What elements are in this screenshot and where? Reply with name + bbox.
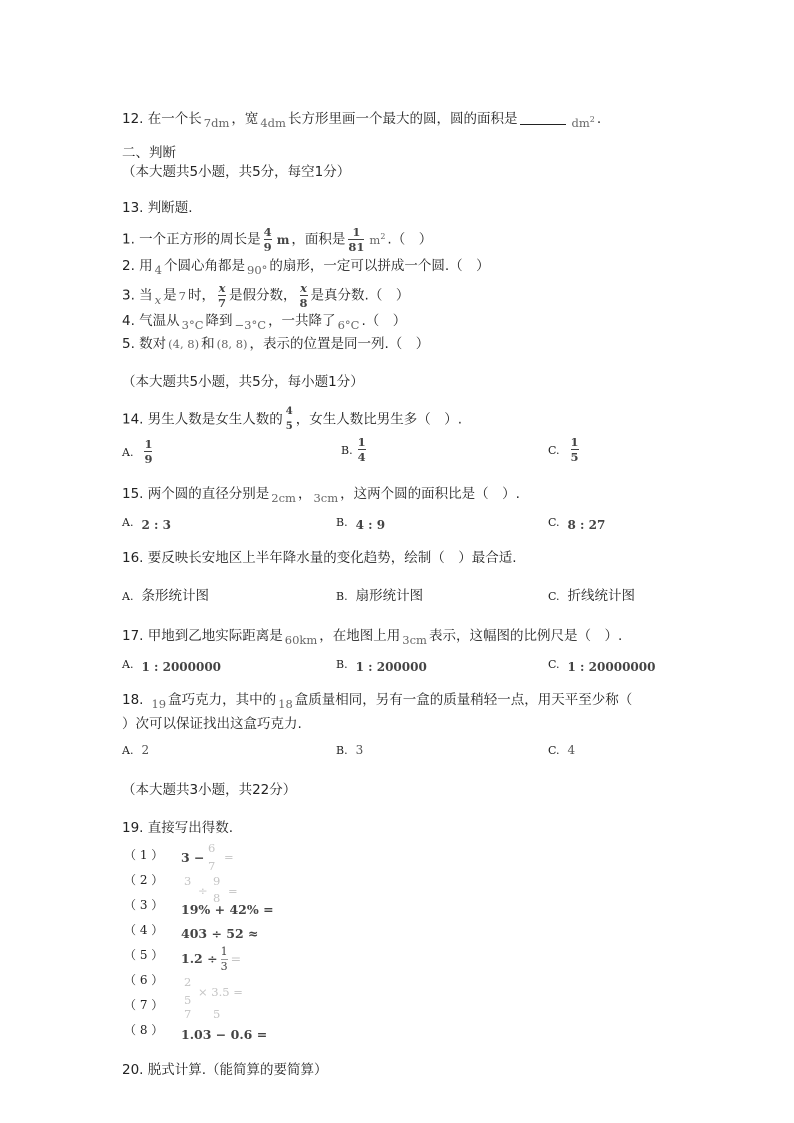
q13-statement-1: 1. 一个正方形的周长是 $\frac{4}{9}$ m ，面积是 $\frac{1}{81}$ $m^2$ .（ ） — [122, 225, 433, 254]
q16-option-c[interactable]: C. 折线统计图 — [548, 588, 636, 604]
q12-unit: $dm^2$ — [571, 115, 595, 130]
q17-option-b[interactable]: B. 1 : 200000 — [336, 658, 427, 674]
q19-expr-5: 1.2 ÷ $\frac{1}{3}$ = — [181, 945, 242, 973]
question-18-line2: ）次可以保证找出这盒巧克力. — [122, 716, 302, 732]
q19-label-5: （ 5 ） — [124, 948, 164, 962]
fraction: $\frac{x}{7}$ — [218, 281, 227, 310]
question-17: 17. 甲地到乙地实际距离是 60km ，在地图上用 3cm 表示，这幅图的比例尺是（ ）. — [122, 628, 623, 647]
q19-expr-2-faint-div: ÷ — [198, 884, 208, 898]
q14-option-a[interactable]: A. $\frac{1}{9}$ — [122, 437, 153, 466]
q18-option-a[interactable]: A. 2 — [122, 743, 150, 757]
q19-expr-1-faint-eq: = — [224, 850, 234, 864]
question-14: 14. 男生人数是女生人数的 4 5 ，女生人数比男生多（ ）. — [122, 406, 463, 432]
q19-expr-3: 19% + 42% = — [181, 902, 274, 917]
q14-option-b[interactable]: B. $\frac{1}{4}$ — [341, 435, 366, 464]
q14-option-c[interactable]: C. $\frac{1}{5}$ — [548, 435, 579, 464]
q19-expr-2-faint-a: 3 — [184, 874, 192, 888]
q15-option-a[interactable]: A. 2 : 3 — [122, 516, 171, 532]
q19-label-4: （ 4 ） — [124, 923, 164, 937]
q19-expr-6-faint-b: 5 — [184, 993, 192, 1007]
q19-expr-2-faint-d: 8 — [213, 891, 221, 905]
section-note-judge: （本大题共5小题，共5分，每空1分） — [122, 164, 351, 180]
q13-statement-5: 5. 数对 (4, 8) 和 (8, 8) ，表示的位置是同一列.（ ） — [122, 336, 430, 352]
q19-expr-2-faint-b: 9 — [213, 874, 221, 888]
q16-option-b[interactable]: B. 扇形统计图 — [336, 588, 424, 604]
q19-expr-2-faint-eq: = — [228, 884, 238, 898]
q18-option-c[interactable]: C. 4 — [548, 743, 576, 757]
q16-option-a[interactable]: A. 条形统计图 — [122, 588, 209, 604]
q19-label-1: （ 1 ） — [124, 848, 164, 862]
q19-expr-1-faint-num: 6 — [208, 841, 216, 855]
q19-label-6: （ 6 ） — [124, 973, 164, 987]
fraction: $\frac{4}{9}$ — [263, 225, 272, 254]
question-13-title: 13. 判断题. — [122, 200, 193, 216]
fraction: $\frac{1}{3}$ — [220, 945, 228, 973]
section-note-calc: （本大题共3小题，共22分） — [122, 782, 297, 798]
q12-text-b: ，宽 — [231, 110, 259, 127]
q17-option-a[interactable]: A. 1 : 2000000 — [122, 658, 222, 674]
question-15: 15. 两个圆的直径分别是 2cm ， 3cm ，这两个圆的面积比是（ ）. — [122, 486, 520, 505]
q12-length: 7dm — [203, 115, 230, 130]
q15-option-b[interactable]: B. 4 : 9 — [336, 516, 386, 532]
q12-text-c: 长方形里画一个最大的圆，圆的面积是 — [287, 110, 518, 127]
q15-option-c[interactable]: C. 8 : 27 — [548, 516, 606, 532]
fraction: 4 5 — [285, 406, 293, 432]
fraction: $\frac{1}{9}$ — [144, 437, 153, 466]
fraction: $\frac{x}{8}$ — [299, 281, 308, 310]
q19-expr-7-faint-a: 7 — [184, 1007, 192, 1021]
q19-expr-8: 1.03 − 0.6 = — [181, 1027, 268, 1042]
q19-label-2: （ 2 ） — [124, 873, 164, 887]
question-18: 18. 19 盒巧克力，其中的 18 盒质量相同，另有一盒的质量稍轻一点，用天平至少称（ — [122, 692, 633, 711]
q19-expr-4: 403 ÷ 52 ≈ — [181, 926, 259, 941]
question-19-title: 19. 直接写出得数. — [122, 820, 234, 836]
q19-label-8: （ 8 ） — [124, 1023, 164, 1037]
q19-expr-7-faint-b: 5 — [213, 1007, 221, 1021]
q19-expr-6-faint-a: 2 — [184, 975, 192, 989]
q13-statement-4: 4. 气温从 3°C 降到 −3°C ，一共降了 6°C .（ ） — [122, 313, 407, 332]
q18-option-b[interactable]: B. 3 — [336, 743, 364, 757]
q13-statement-3: 3. 当 x 是 7 时， $\frac{x}{7}$ 是假分数， $\frac{x}{8}$ 是真分数.（ ） — [122, 281, 410, 310]
q12-end: . — [596, 110, 602, 127]
q12-text-a: 12. 在一个长 — [122, 110, 202, 127]
q19-expr-1: 3 − — [181, 850, 205, 865]
fraction: $\frac{1}{4}$ — [357, 435, 366, 464]
q13-statement-2: 2. 用 4 个圆心角都是 90° 的扇形，一定可以拼成一个圆.（ ） — [122, 258, 490, 277]
q19-expr-6-faint-c: × 3.5 = — [198, 985, 243, 999]
fraction: $\frac{1}{5}$ — [570, 435, 579, 464]
answer-blank — [520, 124, 566, 125]
question-12 — [122, 106, 601, 129]
question-20: 20. 脱式计算.（能简算的要简算） — [122, 1062, 328, 1078]
q12-width: 4dm — [260, 115, 286, 130]
q17-option-c[interactable]: C. 1 : 20000000 — [548, 658, 656, 674]
fraction: $\frac{1}{81}$ — [348, 225, 365, 254]
section-note-choice: （本大题共5小题，共5分，每小题1分） — [122, 374, 364, 390]
q19-label-3: （ 3 ） — [124, 898, 164, 912]
q19-label-7: （ 7 ） — [124, 998, 164, 1012]
question-16: 16. 要反映长安地区上半年降水量的变化趋势，绘制（ ）最合适. — [122, 550, 517, 566]
q19-expr-1-faint-den: 7 — [208, 859, 216, 873]
section-heading-judge: 二、判断 — [122, 145, 176, 161]
